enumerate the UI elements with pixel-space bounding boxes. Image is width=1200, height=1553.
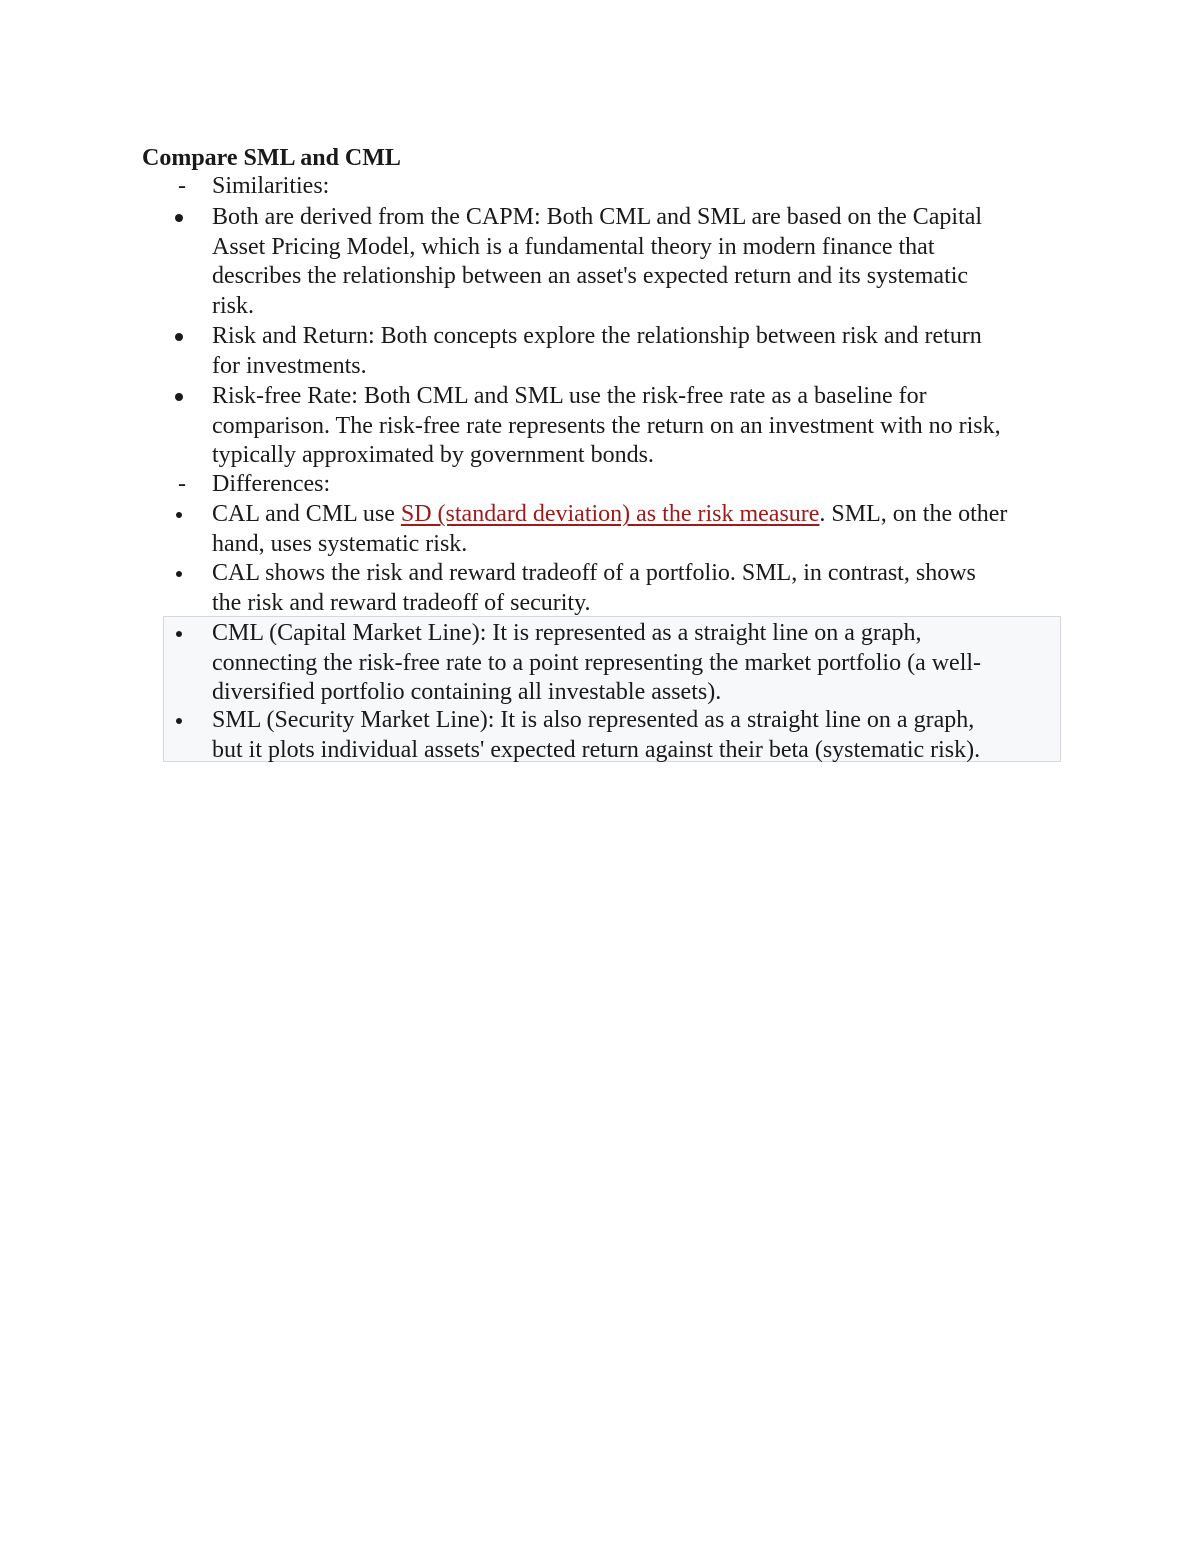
section-heading-similarities: [178, 172, 1062, 202]
bullet-icon: [175, 333, 183, 341]
risk-measure-link[interactable]: SD (standard deviation) as the risk measure: [400, 501, 820, 527]
list-item-line: the risk and reward tradeoff of security.: [212, 589, 591, 616]
list-item-line: typically approximated by government bonds.: [212, 442, 654, 468]
list-item-line: CAL shows the risk and reward tradeoff of a portfolio. SML, in contrast, shows: [212, 560, 976, 586]
list-item-line: Risk and Return: Both concepts explore the relationship between risk and return: [212, 323, 982, 349]
list-item-line: for investments.: [212, 352, 367, 379]
bullet-icon: [175, 214, 183, 222]
page-title: Compare SML and CML: [142, 145, 401, 171]
dash-marker: -: [178, 173, 186, 199]
bullet-icon: [176, 571, 182, 577]
list-item-line: connecting the risk-free rate to a point representing the market portfolio (a well-: [212, 649, 982, 676]
list-item: [212, 706, 1062, 765]
list-item-line: comparison. The risk-free rate represents the return on an investment with no risk,: [212, 412, 1001, 439]
text-run: CAL and CML use: [212, 501, 401, 527]
list-item-line: risk.: [212, 292, 254, 319]
list-item: [212, 322, 1062, 381]
list-item: [212, 619, 1062, 708]
bullet-icon: [176, 631, 182, 637]
list-item-line: but it plots individual assets' expected return against their beta (systematic risk).: [212, 736, 981, 763]
list-item-line: CML (Capital Market Line): It is represented as a straight line on a graph,: [212, 620, 922, 646]
list-item-line: diversified portfolio containing all investable assets).: [212, 679, 722, 705]
section-heading-text: Differences:: [212, 471, 331, 497]
bullet-icon: [176, 512, 182, 518]
list-item: [212, 382, 1062, 471]
section-heading-text: Similarities:: [212, 173, 330, 199]
list-item-line: SML (Security Market Line): It is also represented as a straight line on a graph,: [212, 707, 975, 733]
text-run: . SML, on the other: [819, 501, 1008, 527]
list-item-line: [212, 500, 1062, 530]
list-item: [212, 203, 1062, 321]
dash-marker: -: [178, 471, 186, 497]
list-item: [212, 500, 1062, 559]
section-heading-differences: [178, 470, 1062, 500]
list-item-line: hand, uses systematic risk.: [212, 530, 468, 557]
list-item-line: describes the relationship between an asset's expected return and its systematic: [212, 263, 969, 289]
list-item-line: Both are derived from the CAPM: Both CML and SML are based on the Capital: [212, 204, 983, 230]
list-item: [212, 559, 1062, 618]
bullet-icon: [175, 393, 183, 401]
bullet-icon: [176, 718, 182, 724]
list-item-line: Risk-free Rate: Both CML and SML use the risk-free rate as a baseline for: [212, 383, 927, 409]
list-item-line: Asset Pricing Model, which is a fundamental theory in modern finance that: [212, 233, 935, 260]
